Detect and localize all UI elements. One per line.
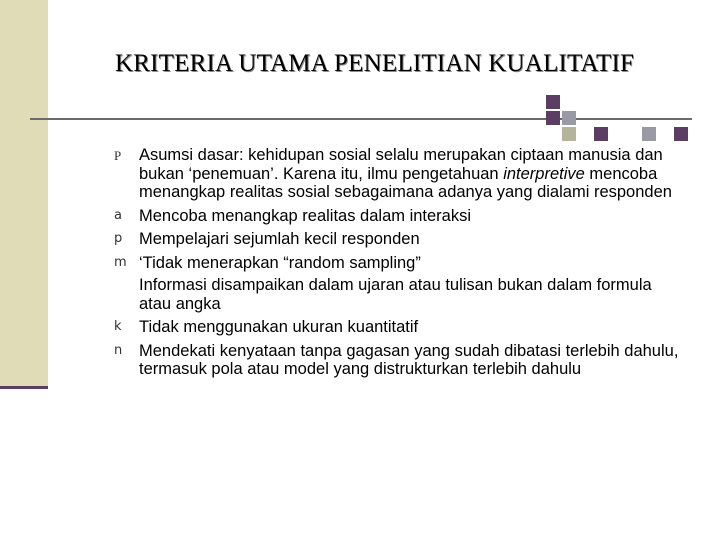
list-item <box>114 318 684 337</box>
bullet-marker: m <box>114 254 127 270</box>
bullet-marker: P <box>114 148 122 163</box>
square-decoration <box>594 127 608 141</box>
item-text: Informasi disampaikan dalam ujaran atau tulisan bukan dalam formula atau angka <box>139 276 652 313</box>
list-item <box>114 207 684 226</box>
square-decoration <box>674 127 688 141</box>
list-item <box>114 146 684 202</box>
list-item <box>114 254 684 273</box>
square-decoration <box>546 111 560 125</box>
square-decoration <box>642 127 656 141</box>
square-decoration <box>546 95 560 109</box>
bullet-marker: a <box>114 207 122 223</box>
item-text: Mempelajari sejumlah kecil responden <box>139 230 420 248</box>
item-text-continued: mencoba menangkap realitas sosial sebagaimana adanya yang dialami responden <box>139 164 672 201</box>
bullet-marker: n <box>114 342 123 358</box>
square-decoration <box>562 111 576 125</box>
item-text: Tidak menggunakan ukuran kuantitatif <box>139 318 419 336</box>
item-text: ‘Tidak menerapkan “random sampling” <box>139 253 421 272</box>
bullet-marker: k <box>114 319 122 334</box>
square-decoration <box>562 127 576 141</box>
left-accent-bottom <box>0 389 48 546</box>
list-item <box>114 230 684 249</box>
list-item <box>114 342 684 379</box>
bullet-marker: p <box>114 231 123 246</box>
item-text: Mendekati kenyataan tanpa gagasan yang sudah dibatasi terlebih dahulu, termasuk pola atau model yang distrukturkan terlebih dahulu <box>139 341 679 378</box>
item-italic-text: interpretive <box>503 164 585 183</box>
left-accent-bar <box>0 0 48 386</box>
item-text: Mencoba menangkap realitas dalam interaksi <box>139 206 472 225</box>
decorative-squares <box>546 95 686 145</box>
slide-title: KRITERIA UTAMA PENELITIAN KUALITATIF <box>115 50 635 77</box>
list-item <box>114 276 684 313</box>
item-text: Asumsi dasar: kehidupan sosial selalu merupakan ciptaan manusia dan bukan ‘penemuan’. Karena itu, ilmu pengetahuan <box>139 146 663 183</box>
bullet-list <box>114 146 684 384</box>
